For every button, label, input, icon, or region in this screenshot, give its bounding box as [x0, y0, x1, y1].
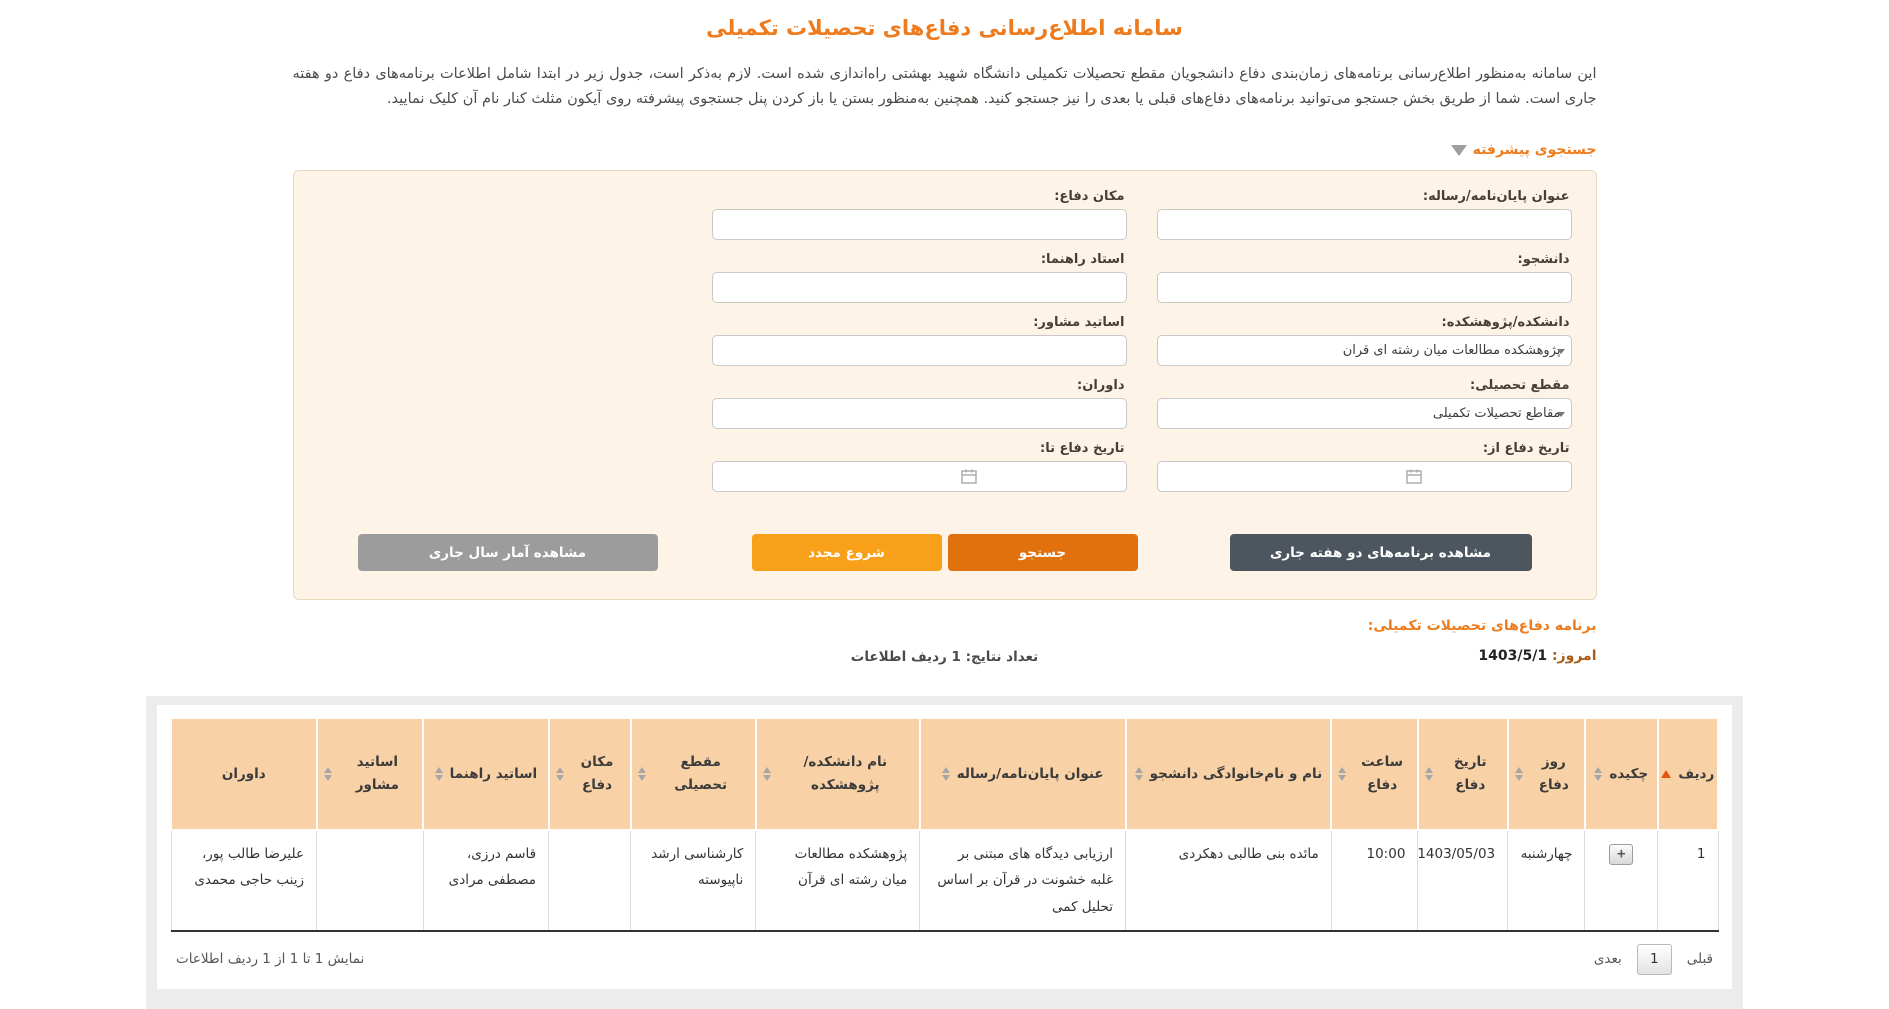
sort-icon — [1515, 767, 1523, 781]
cell-student: مائده بنی طالبی دهکردی — [1126, 830, 1332, 931]
column-header-date[interactable]: تاریخ دفاع — [1418, 718, 1508, 830]
column-header-time[interactable]: ساعت دفاع — [1331, 718, 1418, 830]
expand-row-button[interactable] — [1609, 844, 1633, 865]
search-form — [712, 185, 1572, 492]
sort-icon — [942, 767, 950, 781]
pagination — [1594, 944, 1713, 975]
triangle-down-icon — [1451, 145, 1467, 156]
page-title: سامانه اطلاع‌رسانی دفاع‌های تحصیلات تکمیلی — [706, 16, 1183, 40]
chevron-down-icon — [1557, 349, 1565, 354]
today-date — [1478, 648, 1596, 664]
defense-schedule-table — [170, 717, 1719, 932]
judges-input[interactable] — [712, 398, 1127, 429]
cell-time: 10:00 — [1331, 830, 1418, 931]
advanced-search-toggle[interactable] — [1451, 142, 1597, 158]
table-row — [171, 830, 1718, 931]
cell-date: 1403/05/03 — [1418, 830, 1508, 931]
advisors-label: اساتید مشاور: — [1033, 315, 1125, 330]
table-header-row — [171, 718, 1718, 830]
column-header-day[interactable]: روز دفاع — [1508, 718, 1585, 830]
plus-icon: + — [1617, 846, 1626, 862]
field-date-from — [1157, 437, 1572, 492]
pagination-previous[interactable]: قبلی — [1686, 951, 1713, 968]
search-buttons-row — [318, 534, 1572, 571]
field-thesis-title — [1157, 185, 1572, 240]
date-from-input[interactable] — [1157, 461, 1572, 492]
sort-icon — [638, 767, 646, 781]
date-to-input[interactable] — [712, 461, 1127, 492]
calendar-icon — [1406, 469, 1422, 484]
supervisor-input[interactable] — [712, 272, 1127, 303]
sort-icon — [1594, 767, 1602, 781]
field-faculty — [1157, 311, 1572, 366]
field-student — [1157, 248, 1572, 303]
defense-location-label: مکان دفاع: — [1054, 189, 1125, 204]
degree-label: مقطع تحصیلی: — [1470, 378, 1570, 393]
cell-index: 1 — [1658, 830, 1718, 931]
sort-icon — [435, 767, 443, 781]
cell-thesis-title: ارزیابی دیدگاه های مبتنی بر غلبه خشونت در قرآن بر اساس تحلیل کمی — [920, 830, 1126, 931]
reset-button[interactable]: شروع مجدد — [752, 534, 942, 571]
results-table-card — [146, 696, 1743, 1009]
judges-label: داوران: — [1077, 378, 1125, 393]
cell-abstract — [1585, 830, 1658, 931]
cell-judges: علیرضا طالب پور، زینب حاجی محمدی — [171, 830, 317, 931]
pagination-next[interactable]: بعدی — [1593, 951, 1622, 968]
advanced-search-toggle-row — [293, 142, 1597, 158]
results-count: تعداد نتایج: 1 ردیف اطلاعات — [850, 649, 1039, 665]
column-header-student[interactable]: نام و نام‌خانوادگی دانشجو — [1126, 718, 1332, 830]
sort-icon — [1338, 767, 1346, 781]
calendar-icon — [961, 469, 977, 484]
cell-degree: کارشناسی ارشد ناپیوسته — [631, 830, 756, 931]
cell-location — [549, 830, 631, 931]
degree-select-value: مقاطع تحصیلات تکمیلی — [1432, 406, 1561, 421]
results-meta-row — [293, 648, 1597, 670]
view-stats-button[interactable]: مشاهده آمار سال جاری — [358, 534, 658, 571]
thesis-title-input[interactable] — [1157, 209, 1572, 240]
sort-icon — [324, 767, 332, 781]
column-header-degree[interactable]: مقطع تحصیلی — [631, 718, 756, 830]
sort-icon — [763, 767, 771, 781]
student-input[interactable] — [1157, 272, 1572, 303]
cell-faculty: پژوهشکده مطالعات میان رشته ای قرآن — [756, 830, 920, 931]
column-header-supervisors[interactable]: اساتید راهنما — [423, 718, 548, 830]
today-label: امروز: — [1551, 648, 1597, 664]
sort-icon — [1135, 767, 1143, 781]
sort-icon — [1425, 767, 1433, 781]
table-footer — [170, 932, 1719, 989]
sort-asc-icon — [1661, 770, 1671, 778]
column-header-faculty[interactable]: نام دانشکده/ پژوهشکده — [756, 718, 920, 830]
table-info-text: نمایش 1 تا 1 از 1 ردیف اطلاعات — [176, 951, 365, 968]
faculty-select[interactable] — [1157, 335, 1572, 366]
view-two-weeks-button[interactable]: مشاهده برنامه‌های دو هفته جاری — [1230, 534, 1532, 571]
column-header-thesis-title[interactable]: عنوان پایان‌نامه/رساله — [920, 718, 1126, 830]
results-section-title: برنامه دفاع‌های تحصیلات تکمیلی: — [1367, 618, 1597, 634]
intro-paragraph: این سامانه به‌منظور اطلاع‌رسانی برنامه‌های زمان‌بندی دفاع دانشجویان مقطع تحصیلات تکمیلی دانشگاه شهید بهشتی راه‌اندازی شده است. لازم به‌ذکر است، جدول زیر در ابتدا شامل اطلاعات برنامه‌های دفاع دو هفته جاری است. شما از طریق بخش جستجو می‌توانید برنامه‌های دفاع‌های قبلی یا بعدی را نیز جستجو کنید. همچنین به‌منظور بستن یا باز کردن پنل جستجوی پیشرفته روی آیکون مثلث کنار نام آن کلیک نمایید. — [292, 66, 1597, 107]
cell-supervisors: قاسم درزی، مصطفی مرادی — [423, 830, 548, 931]
advisors-input[interactable] — [712, 335, 1127, 366]
today-value: 1403/5/1 — [1478, 648, 1548, 664]
column-header-abstract[interactable]: چکیده — [1585, 718, 1658, 830]
advanced-search-panel — [293, 170, 1597, 600]
field-date-to — [712, 437, 1127, 492]
cell-day: چهارشنبه — [1508, 830, 1585, 931]
main-content — [293, 16, 1597, 670]
field-supervisor — [712, 248, 1127, 303]
field-degree — [1157, 374, 1572, 429]
sort-icon — [556, 767, 564, 781]
date-from-label: تاریخ دفاع از: — [1482, 441, 1570, 456]
field-advisors — [712, 311, 1127, 366]
degree-select[interactable] — [1157, 398, 1572, 429]
column-header-location[interactable]: مکان دفاع — [549, 718, 631, 830]
supervisor-label: استاد راهنما: — [1040, 252, 1125, 267]
defense-location-input[interactable] — [712, 209, 1127, 240]
pagination-page-1[interactable]: 1 — [1637, 944, 1672, 975]
date-to-label: تاریخ دفاع تا: — [1040, 441, 1125, 456]
column-header-judges[interactable]: داوران — [171, 718, 317, 830]
advanced-search-label: جستجوی پیشرفته — [1472, 142, 1597, 158]
column-header-advisors[interactable]: اساتید مشاور — [317, 718, 424, 830]
column-header-index[interactable]: ردیف — [1658, 718, 1718, 830]
results-table-container — [157, 705, 1732, 989]
student-label: دانشجو: — [1517, 252, 1570, 267]
faculty-label: دانشکده/پژوهشکده: — [1441, 315, 1570, 330]
field-defense-location — [712, 185, 1127, 240]
faculty-select-value: پژوهشکده مطالعات میان رشته ای قرآن — [1342, 343, 1561, 358]
field-judges — [712, 374, 1127, 429]
thesis-title-label: عنوان پایان‌نامه/رساله: — [1422, 189, 1570, 204]
cell-advisors — [317, 830, 424, 931]
search-button[interactable]: جستجو — [948, 534, 1138, 571]
chevron-down-icon — [1557, 412, 1565, 417]
